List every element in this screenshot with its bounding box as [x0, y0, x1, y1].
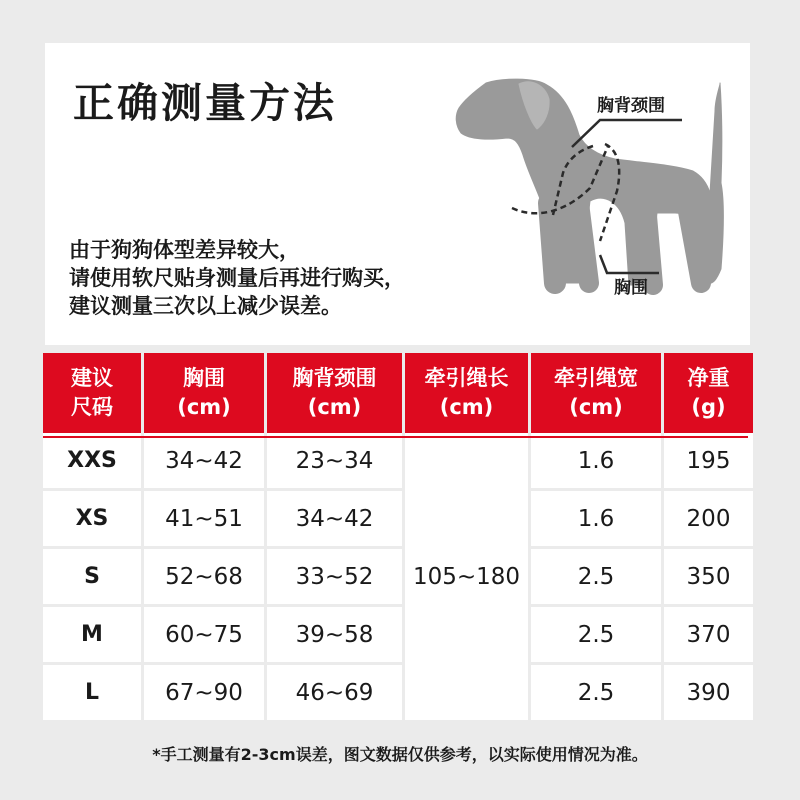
chest-cell: 34~42 [144, 433, 267, 491]
weight-cell: 350 [664, 549, 753, 607]
table-row [43, 607, 753, 665]
instruction-line: 请使用软尺贴身测量后再进行购买， [69, 266, 405, 290]
page-title: 正确测量方法 [73, 79, 337, 127]
chest-cell: 60~75 [144, 607, 267, 665]
size-cell: M [43, 607, 144, 665]
size-cell: XS [43, 491, 144, 549]
table-row [43, 665, 753, 720]
leash-width-cell: 1.6 [531, 433, 664, 491]
chest-cell: 41~51 [144, 491, 267, 549]
weight-cell: 195 [664, 433, 753, 491]
column-header-leash-width: 牵引绳宽 (cm) [531, 353, 664, 433]
column-header-chest: 胸围 (cm) [144, 353, 267, 433]
instruction-line: 建议测量三次以上减少误差。 [69, 294, 342, 318]
size-cell: S [43, 549, 144, 607]
dog-silhouette-icon [456, 79, 723, 285]
weight-cell: 390 [664, 665, 753, 720]
instruction-line: 由于狗狗体型差异较大， [69, 238, 300, 262]
column-header-leash-length: 牵引绳长 (cm) [405, 353, 531, 433]
leash-length-cell: 105~180 [405, 433, 531, 720]
leash-width-cell: 2.5 [531, 549, 664, 607]
leash-width-cell: 2.5 [531, 607, 664, 665]
column-header-size: 建议 尺码 [43, 353, 144, 433]
leash-width-cell: 2.5 [531, 665, 664, 720]
neck-chest-cell: 46~69 [267, 665, 405, 720]
column-header-neck-chest: 胸背颈围 (cm) [267, 353, 405, 433]
header-divider [43, 436, 748, 438]
table-row [43, 433, 753, 491]
leash-width-cell: 1.6 [531, 491, 664, 549]
chest-cell: 67~90 [144, 665, 267, 720]
column-header-weight: 净重 (g) [664, 353, 753, 433]
neck-chest-callout: 胸背颈围 [597, 96, 665, 116]
neck-chest-cell: 33~52 [267, 549, 405, 607]
table-header-row [43, 353, 753, 433]
size-cell: L [43, 665, 144, 720]
table-row [43, 549, 753, 607]
weight-cell: 370 [664, 607, 753, 665]
weight-cell: 200 [664, 491, 753, 549]
dog-measurement-illustration [45, 43, 750, 345]
measurement-panel [45, 43, 750, 345]
size-chart-table [43, 353, 753, 720]
neck-chest-cell: 34~42 [267, 491, 405, 549]
chest-cell: 52~68 [144, 549, 267, 607]
neck-chest-cell: 39~58 [267, 607, 405, 665]
chest-callout: 胸围 [614, 278, 648, 298]
table-row [43, 491, 753, 549]
size-cell: XXS [43, 433, 144, 491]
measurement-disclaimer: *手工测量有2-3cm误差，图文数据仅供参考，以实际使用情况为准。 [152, 745, 648, 764]
neck-chest-cell: 23~34 [267, 433, 405, 491]
